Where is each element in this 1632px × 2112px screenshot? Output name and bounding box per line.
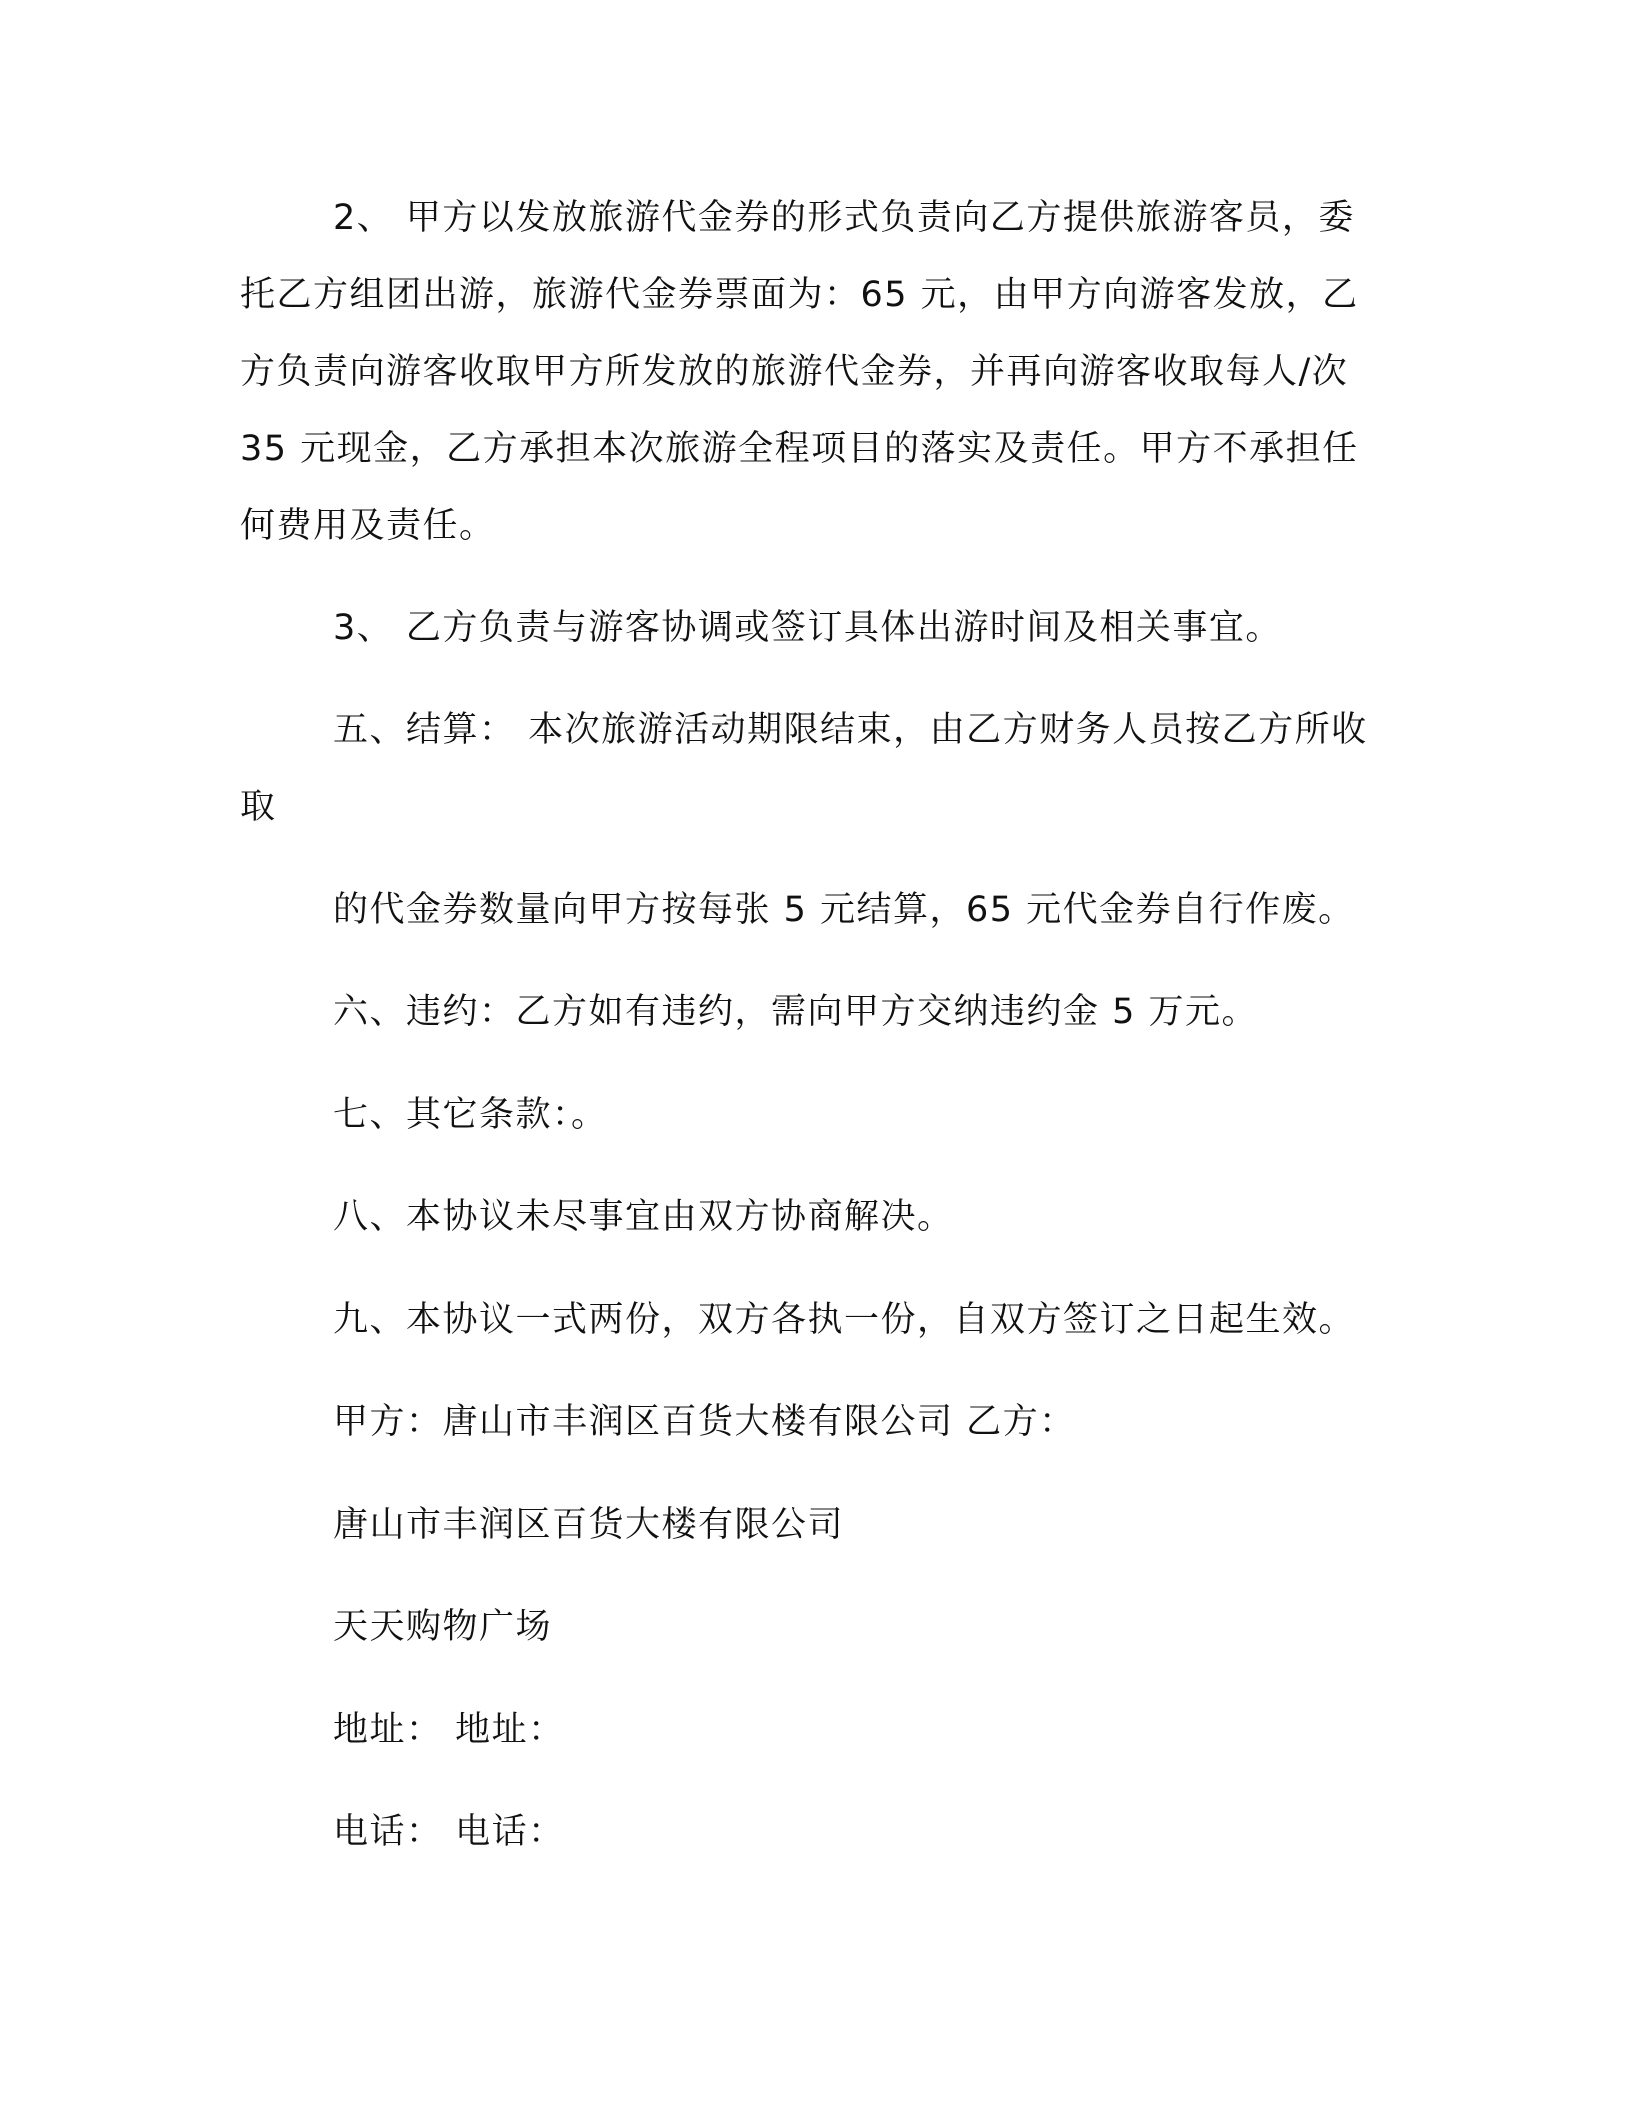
settlement-line-3: 的代金券数量向甲方按每张 5 元结算，65 元代金券自行作废。: [333, 890, 1355, 930]
settlement-line-1: 五、结算： 本次旅游活动期限结束，由乙方财务人员按乙方所收: [333, 710, 1368, 750]
clause-2-line-4: 35 元现金，乙方承担本次旅游全程项目的落实及责任。甲方不承担任: [240, 429, 1359, 469]
phone-line: 电话： 电话：: [333, 1812, 565, 1852]
clause-2-line-1: 2、 甲方以发放旅游代金券的形式负责向乙方提供旅游客员，委: [333, 198, 1355, 238]
clause-3: 3、 乙方负责与游客协调或签订具体出游时间及相关事宜。: [333, 608, 1282, 648]
party-line: 甲方：唐山市丰润区百货大楼有限公司 乙方：: [333, 1402, 1076, 1442]
clause-2-line-5: 何费用及责任。: [240, 506, 496, 546]
company-name: 唐山市丰润区百货大楼有限公司: [333, 1505, 845, 1545]
clause-2-line-3: 方负责向游客收取甲方所发放的旅游代金券，并再向游客收取每人/次: [240, 352, 1349, 392]
mall-name: 天天购物广场: [333, 1607, 553, 1647]
address-line: 地址： 地址：: [333, 1710, 565, 1750]
settlement-line-2: 取: [240, 787, 277, 827]
unresolved-clause: 八、本协议未尽事宜由双方协商解决。: [333, 1197, 954, 1237]
copies-clause: 九、本协议一式两份，双方各执一份，自双方签订之日起生效。: [333, 1300, 1356, 1340]
clause-2-line-2: 托乙方组团出游，旅游代金券票面为：65 元，由甲方向游客发放，乙: [240, 275, 1359, 315]
other-terms-clause: 七、其它条款：。: [333, 1095, 608, 1135]
breach-clause: 六、违约：乙方如有违约，需向甲方交纳违约金 5 万元。: [333, 992, 1259, 1032]
